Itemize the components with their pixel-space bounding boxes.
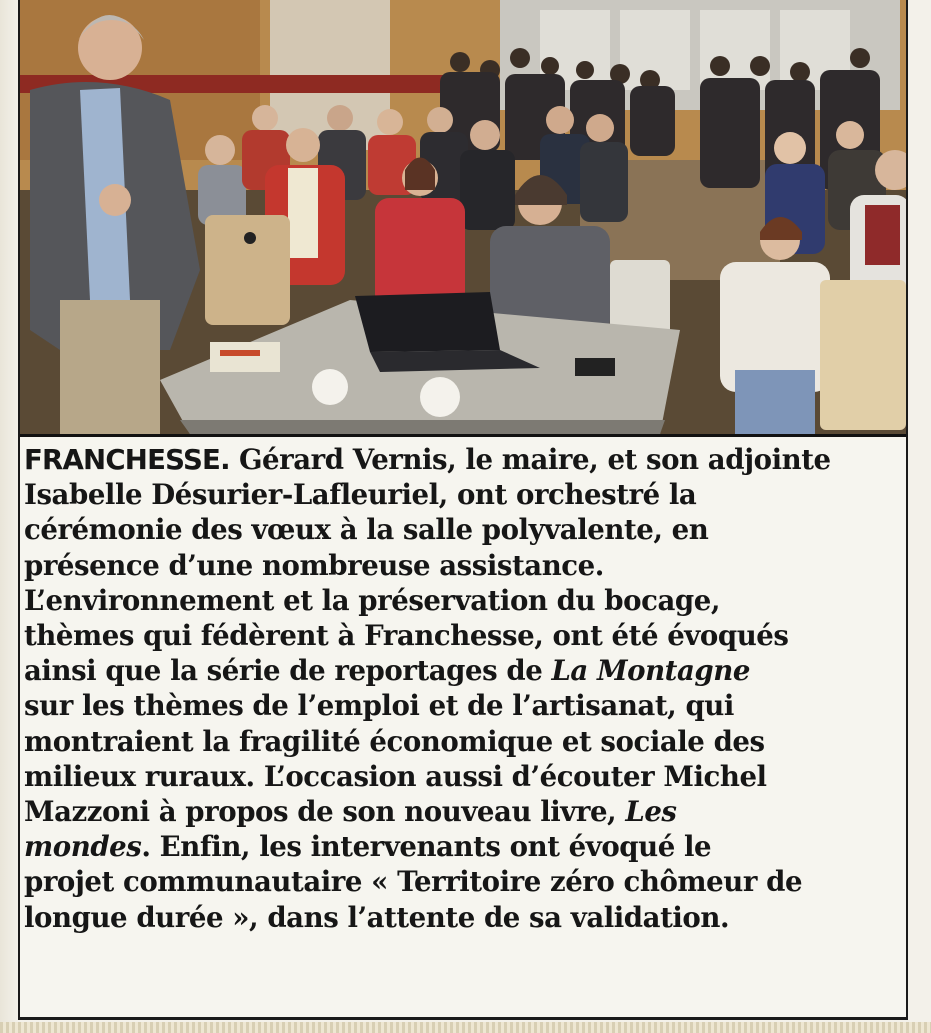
caption-line-11: Mazzoni à propos de son nouveau livre, Les [24,795,677,829]
newspaper-clipping [18,0,908,1020]
caption-line-1: FRANCHESSE. Gérard Vernis, le maire, et son adjointe [24,443,831,476]
newspaper-title: La Montagne [551,654,750,688]
caption-line-13: projet communautaire « Territoire zéro chômeur de [24,865,803,899]
caption-line-6: thèmes qui fédèrent à Franchesse, ont été évoqués [24,619,789,653]
dateline: FRANCHESSE. [24,443,230,476]
caption-line-7: ainsi que la série de reportages de La Montagne [24,654,750,688]
caption-line-12: mondes. Enfin, les intervenants ont évoqué le [24,830,712,864]
book-title-start: Les [625,795,677,829]
caption-line-14: longue durée », dans l’attente de sa validation. [24,900,730,934]
article-caption [24,442,904,935]
page-edge [0,1022,931,1033]
audience-photo-illustration [20,0,906,434]
caption-line-2: Isabelle Désurier-Lafleuriel, ont orchestré la [24,478,697,512]
caption-line-8: sur les thèmes de l’emploi et de l’artisanat, qui [24,689,734,723]
caption-line-4: présence d’une nombreuse assistance. [24,548,604,582]
article-photo [20,0,906,437]
caption-line-3: cérémonie des vœux à la salle polyvalente, en [24,513,709,547]
caption-line-10: milieux ruraux. L’occasion aussi d’écouter Michel [24,759,767,793]
book-title-end: mondes [24,830,142,864]
caption-line-5: L’environnement et la préservation du bocage, [24,583,720,617]
page-margin [0,0,18,1033]
caption-line-9: montraient la fragilité économique et sociale des [24,724,765,758]
